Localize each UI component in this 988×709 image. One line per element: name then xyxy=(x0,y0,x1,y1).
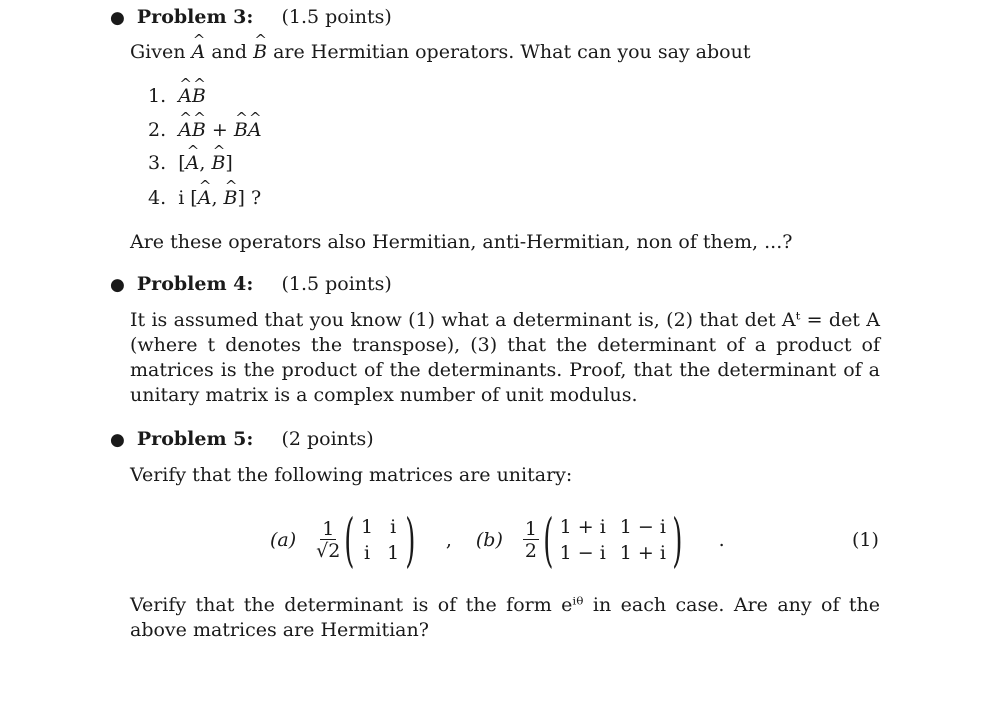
problem3-item-2: 2. A ^B ^ + B ^A ^ xyxy=(148,118,262,142)
fraction-b-numerator: 1 xyxy=(524,517,537,540)
matrix-b-cell: 1 − i xyxy=(619,516,666,538)
item-number: 2. xyxy=(148,119,167,141)
problem5-closing: Verify that the determinant is of the form eⁱᶿ in each case. Are any of the above matrices are Hermitian? xyxy=(130,594,880,641)
matrix-equation xyxy=(270,505,725,575)
operator-b: B ^ xyxy=(192,84,206,108)
fraction-a-numerator: 1 xyxy=(322,517,335,540)
matrix-b-cell: 1 + i xyxy=(559,516,606,538)
fraction-a xyxy=(316,519,340,562)
problem3-item-3: 3. [A ^, B ^] xyxy=(148,151,233,175)
operator-a: A ^ xyxy=(178,118,192,142)
problem4-text: It is assumed that you know (1) what a determinant is, (2) that det Aᵗ = det A (where t denotes the transpose), (3) that the determinant of a product of matrices is the product of the determinants. Proof, that the determinant of a unitary matrix is a complex number of unit modulus. xyxy=(130,309,880,406)
problem3-intro-and: and xyxy=(211,41,248,63)
left-paren-icon: ( xyxy=(344,506,355,574)
operator-a: A ^ xyxy=(248,118,262,142)
question-mark: ? xyxy=(250,187,262,209)
equation-number: (1) xyxy=(852,529,879,551)
label-b: (b) xyxy=(475,529,503,551)
operator-a: A ^ xyxy=(198,186,212,210)
problem4-points: (1.5 points) xyxy=(281,273,392,295)
operator-b: B ^ xyxy=(224,186,238,210)
problem5-header xyxy=(110,427,374,452)
operator-b: B ^ xyxy=(192,118,206,142)
operator-b: B ^ xyxy=(211,151,225,175)
problem3-heading: Problem 3: xyxy=(136,6,254,28)
fraction-a-denominator: √2 xyxy=(316,539,341,562)
imaginary-unit: i xyxy=(178,187,185,209)
problem3-intro xyxy=(130,40,750,64)
problem3-points: (1.5 points) xyxy=(281,6,392,28)
operator-a: A ^ xyxy=(178,84,192,108)
item-number: 1. xyxy=(148,85,167,107)
problem3-intro-rest: are Hermitian operators. What can you say about xyxy=(273,41,751,63)
matrix-b-cell: 1 + i xyxy=(619,542,666,564)
item-number: 4. xyxy=(148,187,167,209)
problem5-heading: Problem 5: xyxy=(136,428,254,450)
matrix-a-cell: i xyxy=(364,542,371,564)
comma: , xyxy=(445,529,452,551)
bullet-icon: ● xyxy=(110,275,125,295)
right-paren-icon: ) xyxy=(405,506,416,574)
bullet-icon: ● xyxy=(110,430,125,450)
problem5-intro: Verify that the following matrices are unitary: xyxy=(130,464,573,486)
matrix-a-cell: 1 xyxy=(361,516,374,538)
operator-a: A ^ xyxy=(186,151,200,175)
operator-b: B ^ xyxy=(234,118,248,142)
item-number: 3. xyxy=(148,152,167,174)
problem3-item-1 xyxy=(148,84,206,108)
matrix-b-cell: 1 − i xyxy=(559,542,606,564)
problem4-heading: Problem 4: xyxy=(136,273,254,295)
problem4-header xyxy=(110,272,392,297)
matrix-b xyxy=(560,515,666,565)
left-paren-icon: ( xyxy=(543,506,554,574)
operator-b: B ^ xyxy=(253,40,267,64)
problem5-points: (2 points) xyxy=(281,428,374,450)
matrix-a xyxy=(361,515,399,565)
problem3-item-4: 4. i [A ^, B ^] ? xyxy=(148,186,261,210)
problem3-closing: Are these operators also Hermitian, anti-Hermitian, non of them, ...? xyxy=(130,231,793,253)
period: . xyxy=(718,529,725,551)
matrix-a-cell: i xyxy=(390,516,397,538)
fraction-b-denominator: 2 xyxy=(524,539,537,562)
matrix-a-cell: 1 xyxy=(387,542,400,564)
fraction-b xyxy=(523,519,539,562)
label-a: (a) xyxy=(270,529,297,551)
operator-a: A ^ xyxy=(192,40,206,64)
bullet-icon: ● xyxy=(110,8,125,28)
problem3-intro-given: Given xyxy=(130,41,186,63)
problem3-header xyxy=(110,5,392,30)
right-paren-icon: ) xyxy=(672,506,683,574)
